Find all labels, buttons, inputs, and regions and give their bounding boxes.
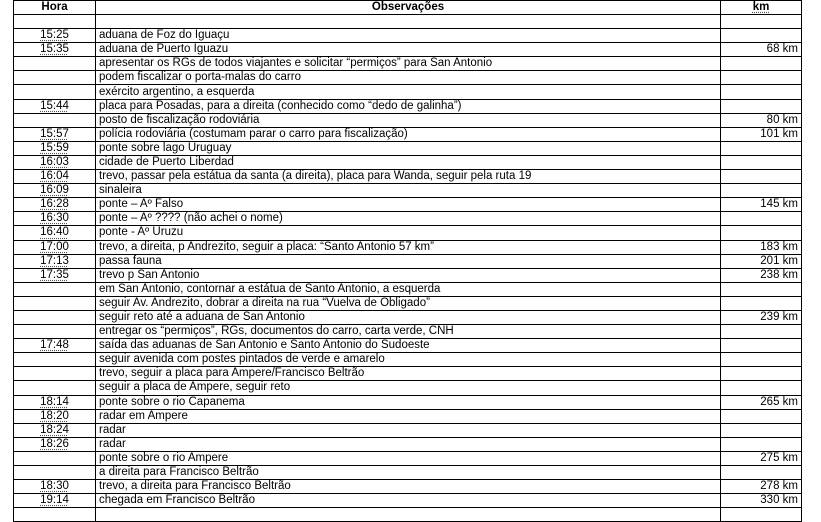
cell-hora [14, 282, 96, 296]
table-row [14, 184, 802, 198]
cell-observacao: aduana de Foz do Iguaçu [96, 29, 721, 43]
table-row [14, 170, 802, 184]
cell-observacao: passa fauna [96, 254, 721, 268]
cell-km [721, 466, 802, 480]
cell-observacao: saída das aduanas de San Antonio e Santo Antonio do Sudoeste [96, 339, 721, 353]
header-hora: Hora [14, 1, 96, 15]
cell-observacao: ponte – Aº Falso [96, 198, 721, 212]
cell-hora [14, 141, 96, 155]
time-value: 17:35 [40, 268, 69, 281]
time-value: 17:48 [40, 339, 69, 352]
cell-observacao: apresentar os RGs de todos viajantes e solicitar “permiços” para San Antonio [96, 57, 721, 71]
cell-observacao: sinaleira [96, 184, 721, 198]
cell-km [721, 409, 802, 423]
cell-observacao: seguir avenida com postes pintados de verde e amarelo [96, 353, 721, 367]
cell-observacao [96, 508, 721, 522]
table-row [14, 325, 802, 339]
cell-observacao: chegada em Francisco Beltrão [96, 494, 721, 508]
cell-hora [14, 451, 96, 465]
table-row [14, 240, 802, 254]
cell-km: 278 km [721, 480, 802, 494]
time-value: 18:30 [40, 480, 69, 493]
table-row [14, 508, 802, 522]
cell-km [721, 57, 802, 71]
table-row [14, 29, 802, 43]
cell-observacao: seguir reto até a aduana de San Antonio [96, 310, 721, 324]
cell-km: 80 km [721, 113, 802, 127]
time-value: 15:25 [40, 29, 69, 42]
table-row [14, 494, 802, 508]
cell-km [721, 15, 802, 29]
time-value: 18:26 [40, 437, 69, 450]
table-row [14, 254, 802, 268]
cell-km: 101 km [721, 127, 802, 141]
cell-km [721, 226, 802, 240]
cell-observacao: ponte sobre lago Uruguay [96, 141, 721, 155]
cell-km: 183 km [721, 240, 802, 254]
cell-hora [14, 339, 96, 353]
cell-observacao: posto de fiscalização rodoviária [96, 113, 721, 127]
cell-observacao: ponte sobre o rio Ampere [96, 451, 721, 465]
table-row [14, 99, 802, 113]
cell-observacao: radar [96, 437, 721, 451]
table-row [14, 113, 802, 127]
cell-observacao: a direita para Francisco Beltrão [96, 466, 721, 480]
table-row [14, 226, 802, 240]
cell-hora [14, 170, 96, 184]
route-table [13, 0, 802, 522]
cell-hora [14, 127, 96, 141]
time-value: 16:09 [40, 184, 69, 197]
cell-observacao: cidade de Puerto Liberdad [96, 155, 721, 169]
cell-km [721, 423, 802, 437]
table-row [14, 268, 802, 282]
table-row [14, 395, 802, 409]
time-value: 16:28 [40, 198, 69, 211]
cell-km [721, 141, 802, 155]
cell-hora [14, 296, 96, 310]
cell-hora [14, 466, 96, 480]
table-body [14, 15, 802, 522]
time-value: 15:59 [40, 141, 69, 154]
header-observacoes: Observações [96, 1, 721, 15]
time-value: 18:14 [40, 395, 69, 408]
cell-hora [14, 381, 96, 395]
time-value: 18:24 [40, 423, 69, 436]
cell-hora [14, 226, 96, 240]
cell-hora [14, 71, 96, 85]
cell-observacao: polícia rodoviária (costumam parar o carro para fiscalização) [96, 127, 721, 141]
cell-hora [14, 409, 96, 423]
cell-km [721, 85, 802, 99]
table-row [14, 155, 802, 169]
cell-observacao: trevo, a direita para Francisco Beltrão [96, 480, 721, 494]
cell-hora [14, 494, 96, 508]
cell-hora [14, 310, 96, 324]
table-row [14, 353, 802, 367]
table-row [14, 71, 802, 85]
cell-hora [14, 85, 96, 99]
cell-hora [14, 437, 96, 451]
cell-hora [14, 43, 96, 57]
cell-observacao: em San Antonio, contornar a estátua de Santo Antonio, a esquerda [96, 282, 721, 296]
header-km [721, 1, 802, 15]
cell-km: 201 km [721, 254, 802, 268]
time-value: 19:14 [40, 494, 69, 507]
cell-km [721, 184, 802, 198]
cell-hora [14, 353, 96, 367]
cell-hora [14, 423, 96, 437]
table-row [14, 451, 802, 465]
table-row [14, 437, 802, 451]
cell-km [721, 71, 802, 85]
cell-hora [14, 480, 96, 494]
table-row [14, 409, 802, 423]
table-row [14, 480, 802, 494]
cell-hora [14, 99, 96, 113]
cell-km [721, 155, 802, 169]
cell-km: 239 km [721, 310, 802, 324]
time-value: 17:13 [40, 254, 69, 267]
cell-km: 275 km [721, 451, 802, 465]
cell-observacao: trevo, passar pela estátua da santa (a direita), placa para Wanda, seguir pela ruta 19 [96, 170, 721, 184]
cell-hora [14, 155, 96, 169]
cell-km: 68 km [721, 43, 802, 57]
cell-km [721, 367, 802, 381]
cell-hora [14, 254, 96, 268]
cell-km [721, 99, 802, 113]
cell-km [721, 212, 802, 226]
cell-observacao: radar em Ampere [96, 409, 721, 423]
table-row [14, 381, 802, 395]
cell-observacao: seguir a placa de Ampere, seguir reto [96, 381, 721, 395]
cell-observacao [96, 15, 721, 29]
cell-observacao: seguir Av. Andrezito, dobrar a direita na rua “Vuelva de Obligado” [96, 296, 721, 310]
cell-observacao: placa para Posadas, para a direita (conhecido como “dedo de galinha”) [96, 99, 721, 113]
table-row [14, 141, 802, 155]
table-row [14, 57, 802, 71]
table-row [14, 212, 802, 226]
cell-hora [14, 240, 96, 254]
cell-observacao: aduana de Puerto Iguazu [96, 43, 721, 57]
cell-hora [14, 508, 96, 522]
cell-hora [14, 113, 96, 127]
cell-km: 265 km [721, 395, 802, 409]
cell-km [721, 325, 802, 339]
cell-hora [14, 198, 96, 212]
cell-km [721, 353, 802, 367]
cell-hora [14, 29, 96, 43]
table-row [14, 423, 802, 437]
cell-hora [14, 184, 96, 198]
cell-hora [14, 367, 96, 381]
cell-km [721, 381, 802, 395]
cell-hora [14, 325, 96, 339]
cell-km [721, 282, 802, 296]
table-row [14, 296, 802, 310]
cell-km: 145 km [721, 198, 802, 212]
table-row [14, 15, 802, 29]
cell-observacao: ponte - Aº Uruzu [96, 226, 721, 240]
time-value: 17:00 [40, 240, 69, 253]
table-row [14, 367, 802, 381]
cell-observacao: ponte sobre o rio Capanema [96, 395, 721, 409]
cell-observacao: radar [96, 423, 721, 437]
time-value: 18:20 [40, 409, 69, 422]
time-value: 16:03 [40, 155, 69, 168]
cell-km: 330 km [721, 494, 802, 508]
time-value: 15:35 [40, 43, 69, 56]
cell-km [721, 437, 802, 451]
header-km-label: km [752, 1, 770, 13]
time-value: 15:57 [40, 127, 69, 140]
time-value: 15:44 [40, 99, 69, 112]
cell-hora [14, 212, 96, 226]
time-value: 16:40 [40, 226, 69, 239]
cell-hora [14, 268, 96, 282]
cell-km [721, 508, 802, 522]
table-row [14, 198, 802, 212]
table-row [14, 85, 802, 99]
header-row [14, 1, 802, 15]
table-row [14, 339, 802, 353]
table-row [14, 282, 802, 296]
cell-observacao: trevo p San Antonio [96, 268, 721, 282]
cell-observacao: entregar os “permiços”, RGs, documentos do carro, carta verde, CNH [96, 325, 721, 339]
time-value: 16:30 [40, 212, 69, 225]
cell-km [721, 296, 802, 310]
cell-observacao: trevo, seguir a placa para Ampere/Francisco Beltrão [96, 367, 721, 381]
cell-hora [14, 57, 96, 71]
table-row [14, 310, 802, 324]
cell-km [721, 339, 802, 353]
time-value: 16:04 [40, 170, 69, 183]
table-row [14, 43, 802, 57]
cell-observacao: trevo, a direita, p Andrezito, seguir a placa: “Santo Antonio 57 km” [96, 240, 721, 254]
cell-hora [14, 15, 96, 29]
cell-observacao: exército argentino, a esquerda [96, 85, 721, 99]
cell-km [721, 170, 802, 184]
table-row [14, 466, 802, 480]
cell-observacao: ponte – Aº ???? (não achei o nome) [96, 212, 721, 226]
table-row [14, 127, 802, 141]
cell-hora [14, 395, 96, 409]
cell-km [721, 29, 802, 43]
cell-km: 238 km [721, 268, 802, 282]
cell-observacao: podem fiscalizar o porta-malas do carro [96, 71, 721, 85]
